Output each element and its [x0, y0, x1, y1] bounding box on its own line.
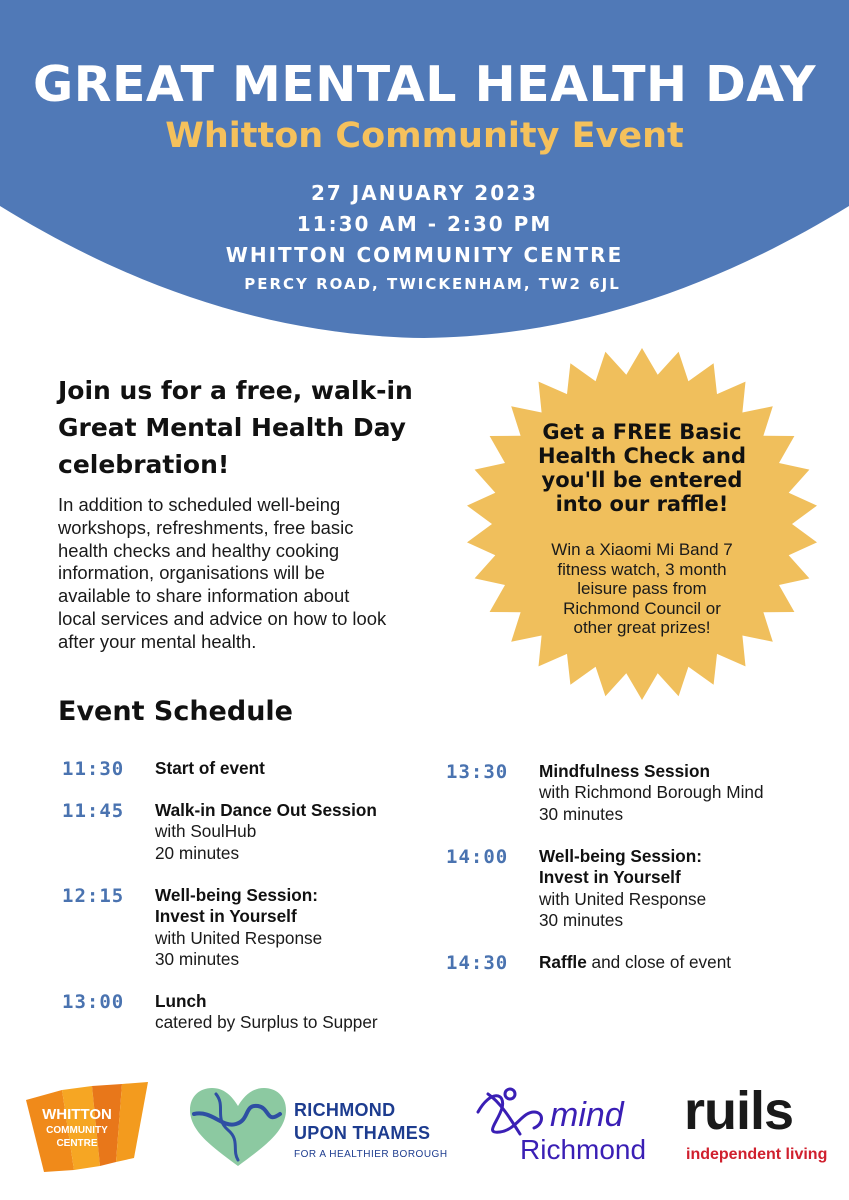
schedule-time: 13:00: [62, 991, 125, 1013]
header-banner: [0, 0, 849, 340]
event-date: 27 JANUARY 2023: [311, 181, 538, 205]
mind-figure-icon: [470, 1082, 550, 1142]
raffle-badge: [462, 344, 822, 704]
schedule-time: 14:30: [446, 952, 509, 974]
schedule-title: Well-being Session:: [155, 885, 318, 905]
event-subtitle: Whitton Community Event: [165, 116, 684, 156]
event-venue: WHITTON COMMUNITY CENTRE: [225, 243, 624, 267]
schedule-title: Start of event: [155, 758, 265, 778]
schedule-detail: 30 minutes: [155, 948, 240, 969]
event-address: PERCY ROAD, TWICKENHAM, TW2 6JL: [244, 275, 621, 293]
schedule-title: Well-being Session:: [539, 846, 702, 866]
schedule-detail: with Richmond Borough Mind: [539, 782, 764, 803]
intro-heading: Join us for a free, walk-in Great Mental Health Day celebration!: [58, 376, 413, 479]
ruils-logo: ruils independent living: [684, 1081, 828, 1163]
event-time: 11:30 AM - 2:30 PM: [296, 212, 553, 236]
schedule-title: Invest in Yourself: [539, 867, 681, 888]
schedule-detail: with United Response: [155, 927, 323, 948]
schedule-detail: 30 minutes: [539, 909, 624, 930]
schedule-detail: with SoulHub: [155, 821, 257, 842]
mind-richmond-logo: mind Richmond: [470, 1082, 660, 1172]
event-title: GREAT MENTAL HEALTH DAY: [33, 56, 816, 113]
schedule-detail: catered by Surplus to Supper: [155, 1012, 378, 1033]
schedule-detail: with United Response: [539, 888, 707, 909]
schedule-title: Lunch: [155, 991, 207, 1011]
starburst-shape: [462, 344, 822, 704]
richmond-upon-thames-logo: RICHMOND UPON THAMES FOR A HEALTHIER BOROUGH: [186, 1084, 456, 1170]
schedule-heading: Event Schedule: [58, 696, 293, 727]
intro-body: In addition to scheduled well-being workshops, refreshments, free basic health checks and healthy cooking information, organisations will be available to share information about local services and advice on how to look after your mental health.: [58, 494, 387, 652]
schedule-detail: 20 minutes: [155, 842, 240, 863]
schedule-time: 12:15: [62, 885, 125, 907]
schedule-detail: 30 minutes: [539, 803, 624, 824]
schedule-detail: and close of event: [586, 952, 732, 972]
schedule-title: Invest in Yourself: [155, 906, 297, 927]
whitton-community-centre-logo: WHITTON COMMUNITY CENTRE: [22, 1082, 150, 1172]
schedule-time: 13:30: [446, 761, 509, 783]
schedule-title: Raffle: [539, 952, 587, 972]
schedule-time: 14:00: [446, 846, 509, 868]
badge-body: Win a Xiaomi Mi Band 7 fitness watch, 3 month leisure pass from Richmond Council or other great prizes!: [551, 540, 733, 637]
schedule-time: 11:30: [62, 758, 125, 780]
badge-heading: Get a FREE Basic Health Check and you'll be entered into our raffle!: [538, 420, 746, 516]
schedule-title: Mindfulness Session: [539, 761, 710, 781]
heart-river-icon: [186, 1084, 290, 1170]
schedule-title: Walk-in Dance Out Session: [155, 800, 377, 820]
schedule-time: 11:45: [62, 800, 125, 822]
